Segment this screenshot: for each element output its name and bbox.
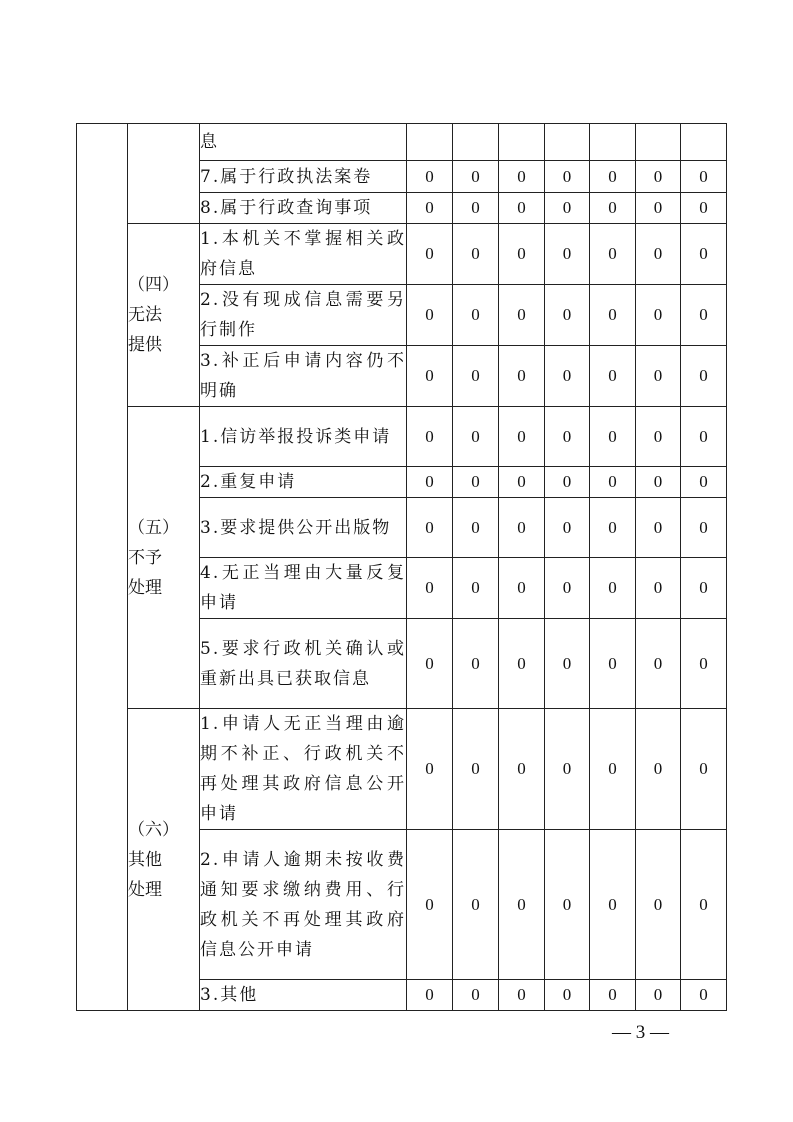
category-label: （五） 不予 处理 bbox=[128, 517, 179, 598]
value-cell: 0 bbox=[590, 161, 636, 193]
value-cell: 0 bbox=[453, 346, 499, 407]
value-cell: 0 bbox=[590, 193, 636, 224]
item-label: 3.其他 bbox=[200, 980, 407, 1011]
value-cell: 0 bbox=[453, 193, 499, 224]
value-cell: 0 bbox=[681, 224, 727, 285]
value-cell: 0 bbox=[681, 467, 727, 498]
value-cell: 0 bbox=[590, 980, 636, 1011]
item-label: 5.要求行政机关确认或重新出具已获取信息 bbox=[200, 619, 407, 709]
item-label: 7.属于行政执法案卷 bbox=[200, 161, 407, 193]
category-cell-prev bbox=[128, 124, 200, 224]
value-cell: 0 bbox=[545, 558, 590, 619]
value-cell: 0 bbox=[407, 161, 453, 193]
item-label: 1.申请人无正当理由逾期不补正、行政机关不再处理其政府信息公开申请 bbox=[200, 709, 407, 830]
value-cell: 0 bbox=[499, 558, 545, 619]
item-label: 4.无正当理由大量反复申请 bbox=[200, 558, 407, 619]
value-cell: 0 bbox=[681, 619, 727, 709]
value-cell: 0 bbox=[499, 467, 545, 498]
value-cell: 0 bbox=[681, 498, 727, 558]
value-cell: 0 bbox=[590, 467, 636, 498]
value-cell: 0 bbox=[636, 498, 681, 558]
item-label: 2.申请人逾期未按收费通知要求缴纳费用、行政机关不再处理其政府信息公开申请 bbox=[200, 830, 407, 980]
item-label: 1.本机关不掌握相关政府信息 bbox=[200, 224, 407, 285]
item-label: 8.属于行政查询事项 bbox=[200, 193, 407, 224]
value-cell: 0 bbox=[407, 407, 453, 467]
value-cell: 0 bbox=[590, 285, 636, 346]
value-cell: 0 bbox=[681, 830, 727, 980]
value-cell: 0 bbox=[636, 407, 681, 467]
value-cell: 0 bbox=[590, 407, 636, 467]
value-cell: 0 bbox=[499, 407, 545, 467]
value-cell: 0 bbox=[590, 830, 636, 980]
value-cell: 0 bbox=[545, 224, 590, 285]
value-cell: 0 bbox=[636, 619, 681, 709]
value-cell: 0 bbox=[681, 346, 727, 407]
value-cell: 0 bbox=[407, 830, 453, 980]
value-cell: 0 bbox=[545, 619, 590, 709]
value-cell: 0 bbox=[681, 709, 727, 830]
value-cell: 0 bbox=[407, 498, 453, 558]
item-label: 1.信访举报投诉类申请 bbox=[200, 407, 407, 467]
value-cell: 0 bbox=[636, 558, 681, 619]
value-cell: 0 bbox=[453, 558, 499, 619]
value-cell: 0 bbox=[545, 498, 590, 558]
value-cell bbox=[636, 124, 681, 161]
value-cell: 0 bbox=[636, 161, 681, 193]
item-label: 3.补正后申请内容仍不明确 bbox=[200, 346, 407, 407]
value-cell: 0 bbox=[453, 161, 499, 193]
value-cell: 0 bbox=[545, 467, 590, 498]
value-cell bbox=[453, 124, 499, 161]
value-cell bbox=[681, 124, 727, 161]
value-cell: 0 bbox=[499, 709, 545, 830]
value-cell: 0 bbox=[590, 498, 636, 558]
report-table bbox=[76, 123, 727, 1011]
value-cell: 0 bbox=[545, 285, 590, 346]
value-cell: 0 bbox=[499, 285, 545, 346]
value-cell: 0 bbox=[590, 346, 636, 407]
table-row bbox=[77, 224, 727, 285]
category-cell-six bbox=[128, 709, 200, 1011]
value-cell: 0 bbox=[499, 830, 545, 980]
value-cell: 0 bbox=[681, 285, 727, 346]
value-cell: 0 bbox=[636, 467, 681, 498]
value-cell: 0 bbox=[545, 407, 590, 467]
value-cell: 0 bbox=[545, 830, 590, 980]
table-row bbox=[77, 407, 727, 467]
outer-category-cell bbox=[77, 124, 128, 1011]
value-cell: 0 bbox=[545, 980, 590, 1011]
value-cell: 0 bbox=[499, 980, 545, 1011]
value-cell bbox=[499, 124, 545, 161]
value-cell: 0 bbox=[453, 285, 499, 346]
value-cell: 0 bbox=[499, 498, 545, 558]
value-cell: 0 bbox=[636, 193, 681, 224]
value-cell: 0 bbox=[453, 830, 499, 980]
value-cell: 0 bbox=[499, 224, 545, 285]
value-cell: 0 bbox=[681, 161, 727, 193]
item-label: 息 bbox=[200, 124, 407, 161]
value-cell: 0 bbox=[545, 193, 590, 224]
value-cell: 0 bbox=[453, 407, 499, 467]
page-number: — 3 — bbox=[612, 1022, 669, 1043]
value-cell: 0 bbox=[407, 224, 453, 285]
category-label: （六） 其他 处理 bbox=[128, 819, 179, 900]
value-cell: 0 bbox=[407, 193, 453, 224]
item-label: 3.要求提供公开出版物 bbox=[200, 498, 407, 558]
value-cell: 0 bbox=[681, 980, 727, 1011]
value-cell: 0 bbox=[407, 346, 453, 407]
value-cell: 0 bbox=[453, 467, 499, 498]
value-cell: 0 bbox=[681, 193, 727, 224]
value-cell: 0 bbox=[545, 709, 590, 830]
value-cell: 0 bbox=[590, 558, 636, 619]
value-cell: 0 bbox=[499, 161, 545, 193]
value-cell: 0 bbox=[499, 346, 545, 407]
table-row bbox=[77, 124, 727, 161]
value-cell: 0 bbox=[636, 346, 681, 407]
value-cell: 0 bbox=[407, 709, 453, 830]
value-cell: 0 bbox=[590, 224, 636, 285]
value-cell: 0 bbox=[636, 224, 681, 285]
value-cell: 0 bbox=[545, 161, 590, 193]
value-cell: 0 bbox=[636, 830, 681, 980]
value-cell: 0 bbox=[590, 619, 636, 709]
value-cell: 0 bbox=[407, 285, 453, 346]
value-cell: 0 bbox=[681, 558, 727, 619]
value-cell: 0 bbox=[453, 709, 499, 830]
value-cell: 0 bbox=[407, 467, 453, 498]
value-cell bbox=[407, 124, 453, 161]
value-cell: 0 bbox=[453, 498, 499, 558]
category-label: （四） 无法 提供 bbox=[128, 275, 179, 355]
value-cell: 0 bbox=[499, 619, 545, 709]
value-cell: 0 bbox=[636, 285, 681, 346]
value-cell bbox=[590, 124, 636, 161]
value-cell: 0 bbox=[590, 709, 636, 830]
category-cell-five bbox=[128, 407, 200, 709]
value-cell: 0 bbox=[407, 558, 453, 619]
category-cell-four bbox=[128, 224, 200, 407]
table-row bbox=[77, 709, 727, 830]
value-cell: 0 bbox=[407, 619, 453, 709]
value-cell: 0 bbox=[453, 224, 499, 285]
value-cell bbox=[545, 124, 590, 161]
value-cell: 0 bbox=[499, 193, 545, 224]
value-cell: 0 bbox=[681, 407, 727, 467]
value-cell: 0 bbox=[453, 980, 499, 1011]
value-cell: 0 bbox=[636, 709, 681, 830]
value-cell: 0 bbox=[636, 980, 681, 1011]
value-cell: 0 bbox=[545, 346, 590, 407]
item-label: 2.没有现成信息需要另行制作 bbox=[200, 285, 407, 346]
value-cell: 0 bbox=[453, 619, 499, 709]
value-cell: 0 bbox=[407, 980, 453, 1011]
item-label: 2.重复申请 bbox=[200, 467, 407, 498]
